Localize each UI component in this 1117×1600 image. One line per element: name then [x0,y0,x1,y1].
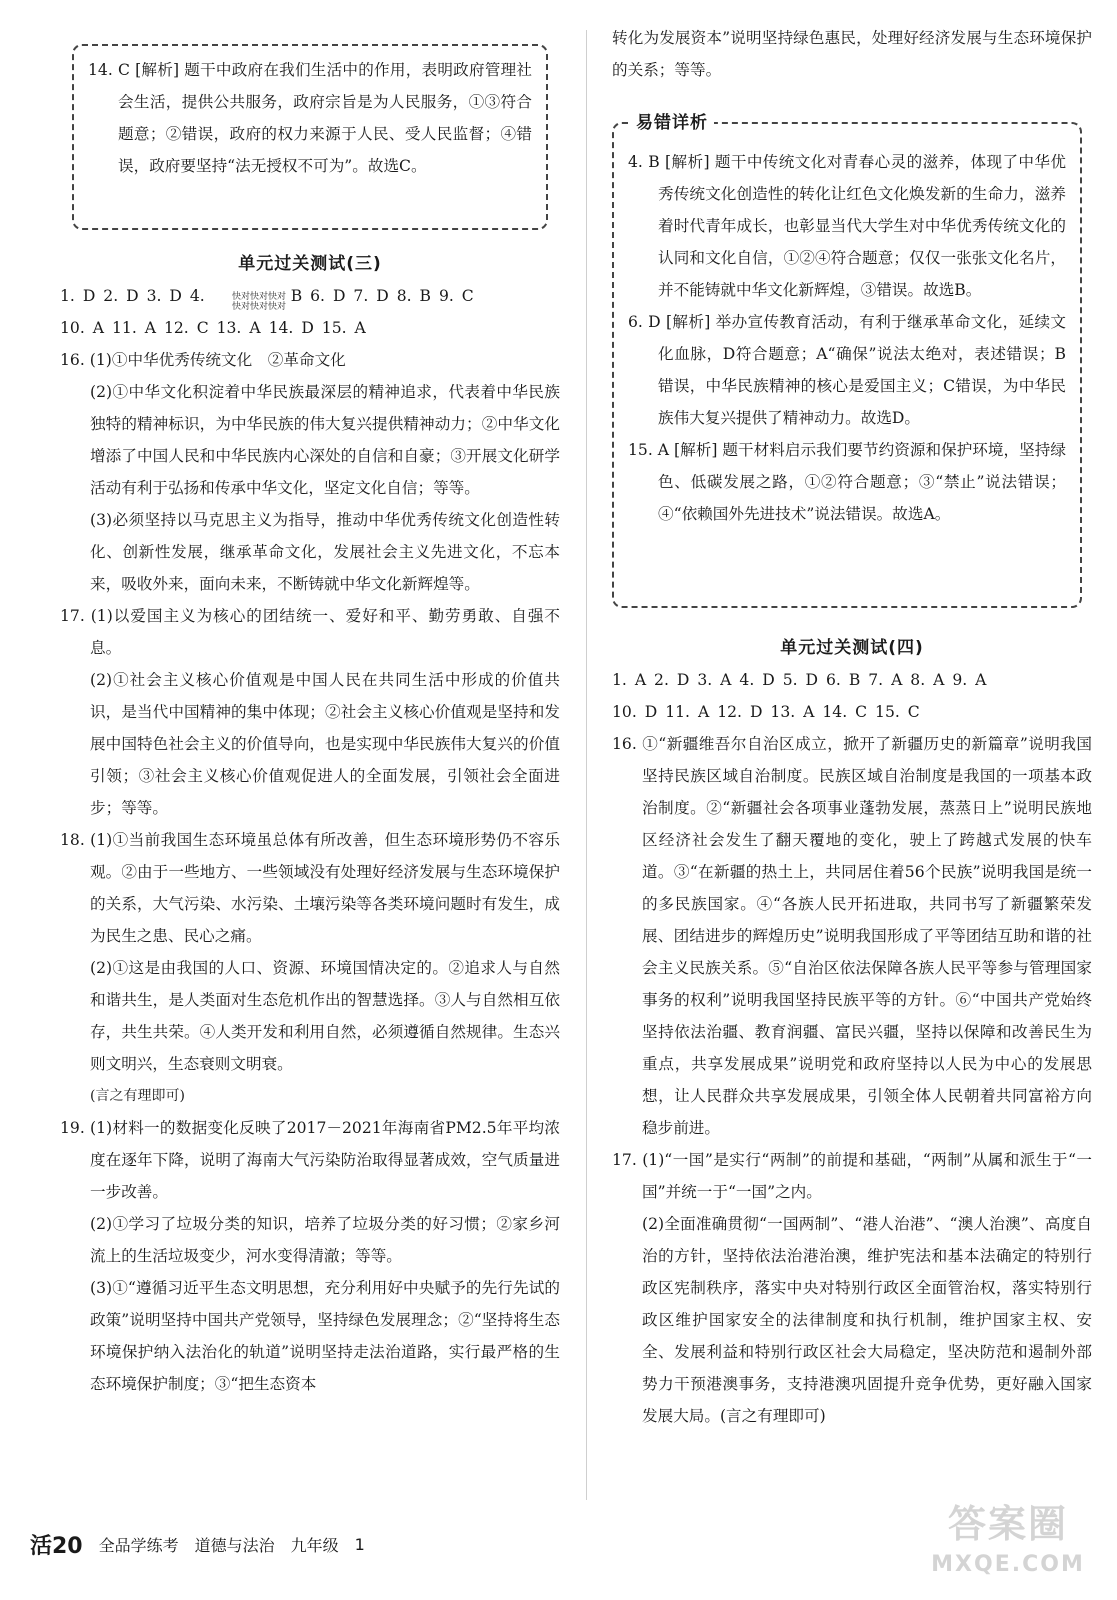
watermark-line2: MXQE.COM [931,1552,1085,1577]
q19-continuation: 转化为发展资本”说明坚持绿色惠民，处理好经济发展与生态环境保护的关系；等等。 [612,29,1092,79]
unit4-q17-part1: 17. (1)“一国”是实行“两制”的前提和基础，“两制”从属和派生于“一国”并统一于“一国”之内。 [612,1151,1092,1201]
mistake-item-6: 6. D [解析] 举办宣传教育活动，有利于继承革命文化，延续文化血脉，D符合题意；A“确保”说法太绝对，表述错误；B错误，中华民族精神的核心是爱国主义；C错误，为中华民族伟大复兴提供了精神动力。故选D。 [628,313,1066,427]
unit3-answers-line1 [60,280,560,312]
subject: 道德与法治 [194,1535,275,1555]
handwriting-line: 快对快对快对 快对快对快对 [232,292,287,312]
q19-part1: 19. (1)材料一的数据变化反映了2017－2021年海南省PM2.5年平均浓度在逐年下降，说明了海南大气污染防治取得显著成效，空气质量进一步改善。 [60,1119,560,1201]
common-mistakes-box [612,113,1082,608]
watermark-line1: 答案圈 [947,1502,1068,1546]
column-divider [586,30,587,1500]
q16-part3: (3)必须坚持以马克思主义为指导，推动中华优秀传统文化创造性转化、创新性发展，继承革命文化，发展社会主义先进文化，不忘本来，吸收外来，面向未来，不断铸就中华文化新辉煌等。 [90,511,560,593]
unit3-answers-a: 1. D 2. D 3. D 4. [60,287,205,305]
unit4-q16: 16. ①“新疆维吾尔自治区成立，掀开了新疆历史的新篇章”说明我国坚持民族区域自治制度。民族区域自治制度是我国的一项基本政治制度。②“新疆社会各项事业蓬勃发展，蒸蒸日上”说明民族地区经济社会发生了翻天覆地的变化，驶上了跨越式发展的快车道。③“在新疆的热土上，共同居住着56个民族”说明我国是统一的多民族国家。④“各族人民开拓进取，共同书写了新疆繁荣发展、团结进步的辉煌历史”说明我国形成了平等团结互助和谐的社会主义民族关系。⑤“自治区依法保障各族人民平等参与管理国家事务的权利”说明我国坚持民族平等的方针。⑥“中国共产党始终坚持依法治疆、教育润疆、富民兴疆，坚持以保障和改善民生为重点，共享发展成果”说明党和政府坚持以人民为中心的发展思想，让人民群众共享发展成果，引领全体人民朝着共同富裕方向稳步前进。 [612,735,1092,1137]
right-column-main [612,632,1092,1432]
q16-part2: (2)①中华文化积淀着中华民族最深层的精神追求，代表着中华民族独特的精神标识，为中华民族的伟大复兴提供精神动力；②中华文化增添了中国人民和中华民族内心深处的自信和自豪；③开展文化研学活动有利于弘扬和传承中华文化，坚定文化自信；等等。 [90,383,560,497]
unit4-q17-part2: (2)全面准确贯彻“一国两制”、“港人治港”、“澳人治澳”、高度自治的方针，坚持依法治港治澳，维护宪法和基本法确定的特别行政区宪制秩序，落实中央对特别行政区全面管治权，落实特别行政区维护国家安全的法律制度和执行机制，维护国家主权、安全、发展利益和特别行政区社会大局稳定，坚决防范和遏制外部势力干预港澳事务，支持港澳巩固提升竞争优势，更好融入国家发展大局。(言之有理即可) [642,1215,1092,1425]
unit3-answers-b: B 6. D 7. D 8. B 9. C [290,287,474,305]
unit-test-3-heading: 单元过关测试(三) [238,254,382,274]
book-title: 全品学练考 [98,1535,179,1555]
mistake-item-15: 15. A [解析] 题干材料启示我们要节约资源和保护环境，坚持绿色、低碳发展之路，①②符合题意；③“禁止”说法错误；④“依赖国外先进技术”说法错误。故选A。 [628,441,1066,523]
unit4-answers-line1: 1. A 2. D 3. A 4. D 5. D 6. B 7. A 8. A 9. A [612,671,987,689]
q17-part1: 17. (1)以爱国主义为核心的团结统一、爱好和平、勤劳勇敢、自强不息。 [60,607,560,657]
left-column [60,248,560,1400]
mistake-item-4: 4. B [解析] 题干中传统文化对青春心灵的滋养，体现了中华优秀传统文化创造性的转化让红色文化焕发新的生命力，滋养着时代青年成长，也彰显当代大学生对中华优秀传统文化的认同和文化自信，①②④符合题意；仅仅一张张文化名片，并不能铸就中华文化新辉煌，③错误。故选B。 [628,153,1066,299]
unit-test-4-heading: 单元过关测试(四) [780,638,924,658]
q17-part2: (2)①社会主义核心价值观是中国人民在共同生活中形成的价值共识，是当代中国精神的集中体现；②社会主义核心价值观是坚持和发展中国特色社会主义的价值导向，也是实现中华民族伟大复兴的价值引领；③社会主义核心价值观促进人的全面发展，引领社会全面进步；等等。 [90,671,560,817]
q18-part1: 18. (1)①当前我国生态环境虽总体有所改善，但生态环境形势仍不容乐观。②由于一些地方、一些领域没有处理好经济发展与生态环境保护的关系，大气污染、水污染、土壤污染等各类环境问题时有发生，成为民生之患、民心之痛。 [60,831,560,945]
analysis-box-14 [72,44,548,230]
watermark [918,1498,1098,1598]
q16-part1: 16. (1)①中华优秀传统文化 ②革命文化 [60,351,346,369]
unit3-answers-line2: 10. A 11. A 12. C 13. A 14. D 15. A [60,319,366,337]
unit4-answers-line2: 10. D 11. A 12. D 13. A 14. C 15. C [612,703,920,721]
q19-part2: (2)①学习了垃圾分类的知识，培养了垃圾分类的好习惯；②家乡河流上的生活垃圾变少，河水变得清澈；等等。 [90,1215,560,1265]
q19-part3: (3)①“遵循习近平生态文明思想，充分利用好中央赋予的先行先试的政策”说明坚持中国共产党领导，坚持绿色发展理念；②“坚持将生态环境保护纳入法治化的轨道”说明坚持走法治道路，实行最严格的生态环境保护制度；③“把生态资本 [90,1279,560,1393]
q18-note: (言之有理即可) [90,1088,185,1104]
analysis-14: 14. C [解析] 题干中政府在我们生活中的作用，表明政府管理社会生活，提供公共服务，政府宗旨是为人民服务，①③符合题意；②错误，政府的权力来源于人民、受人民监督；④错误，政府要坚持“法无授权不可为”。故选C。 [88,61,532,175]
q18-part2: (2)①这是由我国的人口、资源、环境国情决定的。②追求人与自然和谐共生，是人类面对生态危机作出的智慧选择。③人与自然相互依存，共生共荣。④人类开发和利用自然，必须遵循自然规律。生态兴则文明兴，生态衰则文明衰。 [90,959,560,1073]
page-number: 活20 [30,1533,83,1559]
right-column-top [612,22,1092,86]
common-mistakes-title: 易错详析 [630,108,714,133]
grade: 九年级 [290,1535,339,1555]
handwriting-annotation [232,292,286,312]
page-footer [30,1524,590,1564]
volume: 1 [354,1534,365,1554]
